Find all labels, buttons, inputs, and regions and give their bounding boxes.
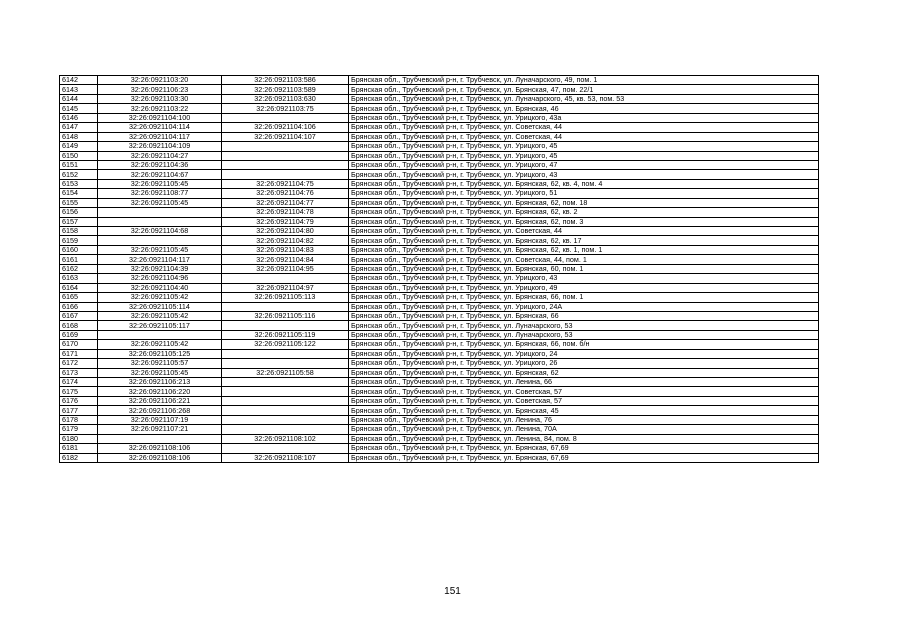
address-cell: Брянская обл., Трубчевский р-н, г. Трубчевск, ул. Урицкого, 49 [349,283,819,292]
address-cell: Брянская обл., Трубчевский р-н, г. Трубчевск, ул. Урицкого, 24 [349,349,819,358]
address-cell: Брянская обл., Трубчевский р-н, г. Трубчевск, ул. Брянская, 62, кв. 17 [349,236,819,245]
address-cell: Брянская обл., Трубчевский р-н, г. Трубчевск, ул. Брянская, 66, пом. 1 [349,293,819,302]
cadastral-number-parcel: 32:26:0921105:125 [98,349,222,358]
cadastral-number-object: 32:26:0921104:77 [222,198,349,207]
cadastral-number-object: 32:26:0921103:586 [222,76,349,85]
row-number: 6143 [60,85,98,94]
row-number: 6176 [60,396,98,405]
address-cell: Брянская обл., Трубчевский р-н, г. Трубчевск, ул. Урицкого, 43 [349,274,819,283]
cadastral-number-parcel: 32:26:0921108:77 [98,189,222,198]
table-row [60,189,819,198]
row-number: 6161 [60,255,98,264]
table-row [60,378,819,387]
row-number: 6147 [60,123,98,132]
table-row [60,302,819,311]
table-row [60,255,819,264]
cadastral-number-object: 32:26:0921104:97 [222,283,349,292]
address-cell: Брянская обл., Трубчевский р-н, г. Трубчевск, ул. Советская, 44 [349,227,819,236]
address-cell: Брянская обл., Трубчевский р-н, г. Трубчевск, ул. Брянская, 62 [349,368,819,377]
cadastral-number-object: 32:26:0921104:95 [222,264,349,273]
cadastral-number-object [222,321,349,330]
address-cell: Брянская обл., Трубчевский р-н, г. Трубчевск, ул. Брянская, 45 [349,406,819,415]
row-number: 6149 [60,142,98,151]
cadastral-number-parcel: 32:26:0921105:42 [98,340,222,349]
table-row [60,123,819,132]
cadastral-number-object [222,387,349,396]
address-cell: Брянская обл., Трубчевский р-н, г. Трубчевск, ул. Урицкого, 43а [349,113,819,122]
cadastral-number-parcel: 32:26:0921104:114 [98,123,222,132]
cadastral-number-parcel: 32:26:0921105:45 [98,245,222,254]
cadastral-number-parcel: 32:26:0921105:114 [98,302,222,311]
row-number: 6171 [60,349,98,358]
cadastral-number-object: 32:26:0921105:122 [222,340,349,349]
cadastral-number-parcel: 32:26:0921107:21 [98,425,222,434]
address-cell: Брянская обл., Трубчевский р-н, г. Трубчевск, ул. Брянская, 67,69 [349,453,819,462]
cadastral-number-object [222,113,349,122]
cadastral-number-parcel: 32:26:0921108:106 [98,453,222,462]
row-number: 6178 [60,415,98,424]
table-row [60,113,819,122]
table-row [60,274,819,283]
row-number: 6173 [60,368,98,377]
table-body [60,76,819,463]
address-cell: Брянская обл., Трубчевский р-н, г. Трубчевск, ул. Брянская, 62, пом. 3 [349,217,819,226]
address-cell: Брянская обл., Трубчевский р-н, г. Трубчевск, ул. Советская, 57 [349,387,819,396]
table-row [60,396,819,405]
cadastral-number-object [222,151,349,160]
cadastral-number-object [222,349,349,358]
cadastral-number-object: 32:26:0921105:113 [222,293,349,302]
cadastral-number-parcel: 32:26:0921105:45 [98,198,222,207]
table-row [60,227,819,236]
table-row [60,368,819,377]
cadastral-number-parcel [98,236,222,245]
cadastral-number-parcel [98,217,222,226]
address-cell: Брянская обл., Трубчевский р-н, г. Трубчевск, ул. Брянская, 62, пом. 18 [349,198,819,207]
address-cell: Брянская обл., Трубчевский р-н, г. Трубчевск, ул. Луначарского, 53 [349,321,819,330]
cadastral-number-parcel: 32:26:0921104:40 [98,283,222,292]
cadastral-number-object [222,160,349,169]
cadastral-number-object: 32:26:0921105:58 [222,368,349,377]
table-row [60,198,819,207]
cadastral-number-parcel: 32:26:0921104:68 [98,227,222,236]
row-number: 6177 [60,406,98,415]
row-number: 6167 [60,311,98,320]
cadastral-number-parcel: 32:26:0921104:96 [98,274,222,283]
cadastral-number-object [222,444,349,453]
cadastral-number-parcel [98,434,222,443]
cadastral-number-parcel: 32:26:0921105:42 [98,311,222,320]
cadastral-number-object: 32:26:0921103:75 [222,104,349,113]
table-row [60,387,819,396]
row-number: 6180 [60,434,98,443]
row-number: 6182 [60,453,98,462]
row-number: 6148 [60,132,98,141]
address-cell: Брянская обл., Трубчевский р-н, г. Трубчевск, ул. Урицкого, 26 [349,359,819,368]
table-row [60,142,819,151]
address-cell: Брянская обл., Трубчевский р-н, г. Трубчевск, ул. Урицкого, 47 [349,160,819,169]
row-number: 6158 [60,227,98,236]
row-number: 6154 [60,189,98,198]
cadastral-number-object: 32:26:0921104:83 [222,245,349,254]
cadastral-number-object: 32:26:0921104:78 [222,208,349,217]
row-number: 6151 [60,160,98,169]
table-row [60,330,819,339]
table-row [60,453,819,462]
cadastral-number-parcel: 32:26:0921103:30 [98,94,222,103]
row-number: 6175 [60,387,98,396]
table-row [60,104,819,113]
row-number: 6146 [60,113,98,122]
row-number: 6165 [60,293,98,302]
cadastral-number-object [222,425,349,434]
cadastral-number-object [222,378,349,387]
cadastral-number-object: 32:26:0921108:107 [222,453,349,462]
address-cell: Брянская обл., Трубчевский р-н, г. Трубчевск, ул. Урицкого, 43 [349,170,819,179]
table-row [60,151,819,160]
row-number: 6169 [60,330,98,339]
row-number: 6145 [60,104,98,113]
table-row [60,179,819,188]
table-row [60,415,819,424]
address-cell: Брянская обл., Трубчевский р-н, г. Трубчевск, ул. Брянская, 62, кв. 4, пом. 4 [349,179,819,188]
cadastral-number-parcel: 32:26:0921106:268 [98,406,222,415]
cadastral-number-object [222,396,349,405]
address-cell: Брянская обл., Трубчевский р-н, г. Трубчевск, ул. Ленина, 66 [349,378,819,387]
table-row [60,264,819,273]
table-row [60,311,819,320]
address-cell: Брянская обл., Трубчевский р-н, г. Трубчевск, ул. Ленина, 84, пом. 8 [349,434,819,443]
cadastral-number-parcel: 32:26:0921103:20 [98,76,222,85]
cadastral-number-parcel: 32:26:0921106:221 [98,396,222,405]
cadastral-number-object: 32:26:0921104:82 [222,236,349,245]
cadastral-number-parcel [98,330,222,339]
row-number: 6168 [60,321,98,330]
cadastral-number-parcel: 32:26:0921104:117 [98,132,222,141]
cadastral-number-parcel: 32:26:0921104:36 [98,160,222,169]
table-row [60,94,819,103]
address-cell: Брянская обл., Трубчевский р-н, г. Трубчевск, ул. Советская, 57 [349,396,819,405]
cadastral-number-object: 32:26:0921108:102 [222,434,349,443]
address-cell: Брянская обл., Трубчевский р-н, г. Трубчевск, ул. Луначарского, 53 [349,330,819,339]
table-row [60,340,819,349]
table-row [60,444,819,453]
row-number: 6162 [60,264,98,273]
cadastral-number-object [222,406,349,415]
cadastral-number-parcel: 32:26:0921108:106 [98,444,222,453]
cadastral-number-object: 32:26:0921104:106 [222,123,349,132]
cadastral-number-parcel: 32:26:0921105:42 [98,293,222,302]
cadastral-number-parcel: 32:26:0921106:213 [98,378,222,387]
cadastral-number-object: 32:26:0921104:107 [222,132,349,141]
table-row [60,160,819,169]
address-cell: Брянская обл., Трубчевский р-н, г. Трубчевск, ул. Брянская, 62, кв. 2 [349,208,819,217]
cadastral-number-parcel: 32:26:0921104:100 [98,113,222,122]
cadastral-number-object [222,274,349,283]
address-cell: Брянская обл., Трубчевский р-н, г. Трубчевск, ул. Советская, 44 [349,123,819,132]
address-cell: Брянская обл., Трубчевский р-н, г. Трубчевск, ул. Урицкого, 24А [349,302,819,311]
table-row [60,245,819,254]
cadastral-number-parcel: 32:26:0921104:109 [98,142,222,151]
table-row [60,406,819,415]
cadastral-number-parcel: 32:26:0921104:67 [98,170,222,179]
table-row [60,132,819,141]
address-cell: Брянская обл., Трубчевский р-н, г. Трубчевск, ул. Луначарского, 45, кв. 53, пом. 53 [349,94,819,103]
address-cell: Брянская обл., Трубчевский р-н, г. Трубчевск, ул. Советская, 44, пом. 1 [349,255,819,264]
address-cell: Брянская обл., Трубчевский р-н, г. Трубчевск, ул. Урицкого, 51 [349,189,819,198]
cadastral-number-parcel: 32:26:0921106:220 [98,387,222,396]
table-row [60,283,819,292]
table-row [60,434,819,443]
address-cell: Брянская обл., Трубчевский р-н, г. Трубчевск, ул. Брянская, 62, кв. 1, пом. 1 [349,245,819,254]
row-number: 6181 [60,444,98,453]
cadastral-number-parcel: 32:26:0921105:45 [98,368,222,377]
table-row [60,85,819,94]
cadastral-number-object: 32:26:0921103:630 [222,94,349,103]
row-number: 6142 [60,76,98,85]
table-row [60,217,819,226]
row-number: 6157 [60,217,98,226]
address-cell: Брянская обл., Трубчевский р-н, г. Трубчевск, ул. Ленина, 70А [349,425,819,434]
address-cell: Брянская обл., Трубчевский р-н, г. Трубчевск, ул. Брянская, 47, пом. 22/1 [349,85,819,94]
cadastral-number-object: 32:26:0921104:79 [222,217,349,226]
cadastral-number-object [222,302,349,311]
table-row [60,236,819,245]
cadastral-number-object: 32:26:0921104:75 [222,179,349,188]
row-number: 6159 [60,236,98,245]
cadastral-number-object: 32:26:0921104:76 [222,189,349,198]
row-number: 6144 [60,94,98,103]
address-cell: Брянская обл., Трубчевский р-н, г. Трубчевск, ул. Урицкого, 45 [349,142,819,151]
cadastral-number-parcel: 32:26:0921104:27 [98,151,222,160]
cadastral-number-object: 32:26:0921105:119 [222,330,349,339]
row-number: 6150 [60,151,98,160]
address-cell: Брянская обл., Трубчевский р-н, г. Трубчевск, ул. Луначарского, 49, пом. 1 [349,76,819,85]
row-number: 6164 [60,283,98,292]
row-number: 6160 [60,245,98,254]
table-row [60,293,819,302]
address-cell: Брянская обл., Трубчевский р-н, г. Трубчевск, ул. Брянская, 67,69 [349,444,819,453]
cadastral-number-parcel: 32:26:0921103:22 [98,104,222,113]
cadastral-table [59,75,819,463]
cadastral-number-object [222,142,349,151]
row-number: 6166 [60,302,98,311]
row-number: 6170 [60,340,98,349]
address-cell: Брянская обл., Трубчевский р-н, г. Трубчевск, ул. Брянская, 46 [349,104,819,113]
row-number: 6174 [60,378,98,387]
row-number: 6179 [60,425,98,434]
cadastral-number-object: 32:26:0921104:84 [222,255,349,264]
table-row [60,425,819,434]
table-row [60,208,819,217]
table-row [60,76,819,85]
table-row [60,349,819,358]
page-number: 151 [444,586,461,597]
cadastral-number-parcel: 32:26:0921104:39 [98,264,222,273]
cadastral-number-parcel: 32:26:0921105:45 [98,179,222,188]
cadastral-number-object: 32:26:0921105:116 [222,311,349,320]
table-row [60,321,819,330]
cadastral-number-object: 32:26:0921103:589 [222,85,349,94]
row-number: 6163 [60,274,98,283]
row-number: 6172 [60,359,98,368]
cadastral-number-parcel: 32:26:0921105:57 [98,359,222,368]
table-row [60,359,819,368]
cadastral-number-object [222,170,349,179]
address-cell: Брянская обл., Трубчевский р-н, г. Трубчевск, ул. Брянская, 66 [349,311,819,320]
row-number: 6156 [60,208,98,217]
cadastral-number-object [222,415,349,424]
address-cell: Брянская обл., Трубчевский р-н, г. Трубчевск, ул. Ленина, 76 [349,415,819,424]
cadastral-number-parcel [98,208,222,217]
table-row [60,170,819,179]
address-cell: Брянская обл., Трубчевский р-н, г. Трубчевск, ул. Брянская, 66, пом. б/н [349,340,819,349]
cadastral-number-parcel: 32:26:0921105:117 [98,321,222,330]
cadastral-number-object: 32:26:0921104:80 [222,227,349,236]
cadastral-number-object [222,359,349,368]
cadastral-number-parcel: 32:26:0921107:19 [98,415,222,424]
cadastral-number-parcel: 32:26:0921104:117 [98,255,222,264]
cadastral-number-parcel: 32:26:0921106:23 [98,85,222,94]
row-number: 6152 [60,170,98,179]
address-cell: Брянская обл., Трубчевский р-н, г. Трубчевск, ул. Брянская, 60, пом. 1 [349,264,819,273]
address-cell: Брянская обл., Трубчевский р-н, г. Трубчевск, ул. Урицкого, 45 [349,151,819,160]
row-number: 6155 [60,198,98,207]
row-number: 6153 [60,179,98,188]
address-cell: Брянская обл., Трубчевский р-н, г. Трубчевск, ул. Советская, 44 [349,132,819,141]
